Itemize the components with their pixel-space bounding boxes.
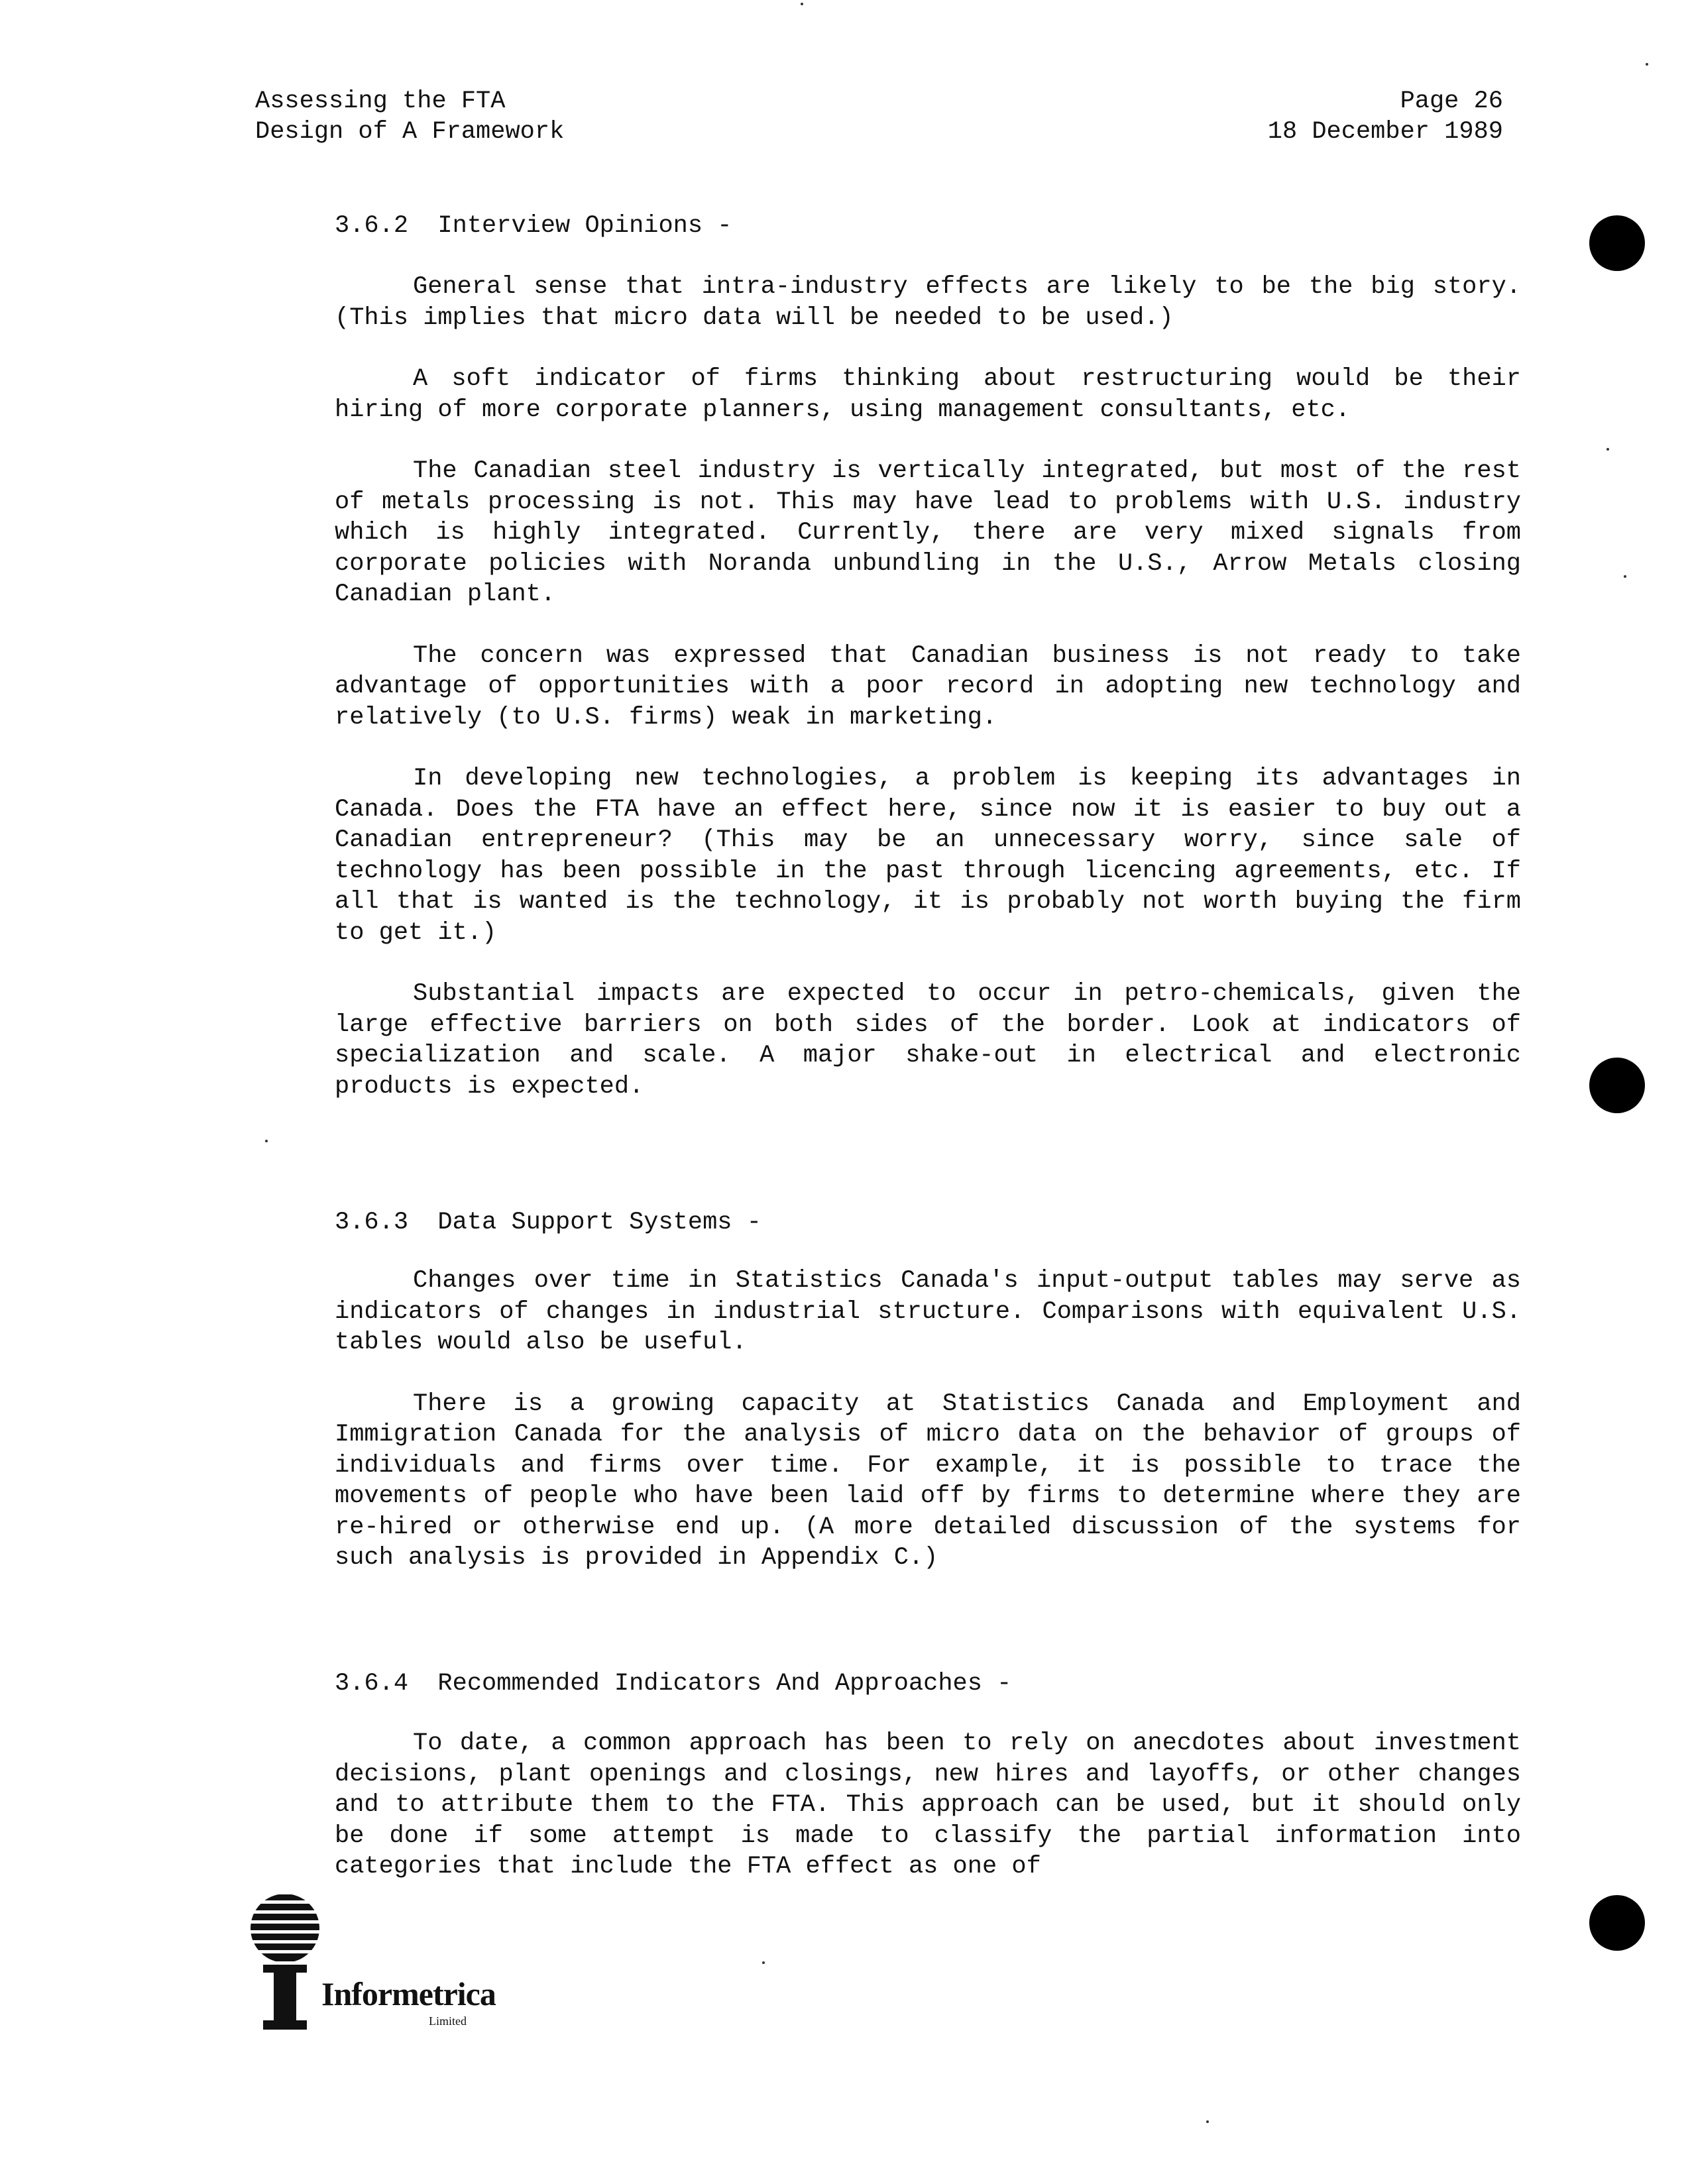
paragraph: In developing new technologies, a problem is keeping its advantages in Canada. Does the FTA have an effect here, since now it is easier to buy out a Canadian entrepreneur? (This may be an unnecessary worry, since sale of technology has been possible in the past through licencing agreements, etc. If all that is wanted is the technology, it is probably not worth buying the firm to get it.): [335, 765, 1521, 947]
scan-speck: [265, 1140, 268, 1142]
globe-pillar-logo-icon: [249, 1892, 321, 2031]
scan-speck: [762, 1961, 765, 1964]
header-title: Assessing the FTA: [255, 87, 506, 115]
informetrica-logo: [249, 1892, 527, 2031]
header-right: [1268, 86, 1503, 147]
paragraph: A soft indicator of firms thinking about restructuring would be their hiring of more corporate planners, using management consultants, etc.: [335, 365, 1521, 424]
section-heading-3-6-4: 3.6.4 Recommended Indicators And Approaches -: [335, 1670, 1012, 1698]
scan-speck: [1646, 63, 1648, 66]
scan-speck: [1206, 2120, 1209, 2123]
section-heading-3-6-2: 3.6.2 Interview Opinions -: [335, 212, 732, 240]
header-left: [255, 86, 564, 147]
logo-subtitle: Limited: [429, 2014, 467, 2028]
paragraph: General sense that intra-industry effects are likely to be the big story. (This implies that micro data will be needed to be used.): [335, 273, 1521, 332]
punch-hole-top: [1589, 215, 1645, 271]
scan-speck: [1606, 448, 1609, 451]
paragraph: There is a growing capacity at Statistics Canada and Employment and Immigration Canada for the analysis of micro data on the behavior of groups of individuals and firms over time. For example, it is possible to trace the movements of people who have been laid off by firms to determine where they are re-hired or otherwise end up. (A more detailed discussion of the systems for such analysis is provided in Appendix C.): [335, 1390, 1521, 1572]
header-subtitle: Design of A Framework: [255, 118, 565, 146]
paragraph: The concern was expressed that Canadian business is not ready to take advantage of opportunities with a poor record in adopting new technology and relatively (to U.S. firms) weak in marketing.: [335, 641, 1521, 732]
section-body-3-6-3: [335, 1266, 1521, 1574]
scan-speck: [1624, 575, 1626, 578]
section-body-3-6-2: [335, 272, 1521, 1102]
paragraph: Substantial impacts are expected to occur in petro-chemicals, given the large effective barriers on both sides of the border. Look at indicators of specialization and scale. A major shake-out in electrical and electronic products is expected.: [335, 980, 1521, 1101]
scan-speck: [801, 3, 803, 5]
header-date: 18 December 1989: [1267, 118, 1503, 146]
paragraph: The Canadian steel industry is vertically integrated, but most of the rest of metals processing is not. This may have lead to problems with U.S. industry which is highly integrated. Currently, there are very mixed signals from corporate policies with Noranda unbundling in the U.S., Arrow Metals closing Canadian plant.: [335, 457, 1521, 608]
page-number: Page 26: [1400, 87, 1503, 115]
paragraph: To date, a common approach has been to rely on anecdotes about investment decisions, plant openings and closings, new hires and layoffs, or other changes and to attribute them to the FTA. This approach can be used, but it should only be done if some attempt is made to classify the partial information into categories that include the FTA effect as one of: [335, 1729, 1521, 1881]
section-body-3-6-4: [335, 1728, 1521, 1883]
punch-hole-bottom: [1589, 1895, 1645, 1951]
paragraph: Changes over time in Statistics Canada's input-output tables may serve as indicators of changes in industrial structure. Comparisons with equivalent U.S. tables would also be useful.: [335, 1267, 1521, 1356]
punch-hole-middle: [1589, 1058, 1645, 1113]
section-heading-3-6-3: 3.6.3 Data Support Systems -: [335, 1209, 761, 1236]
logo-wordmark: Informetrica: [321, 1975, 496, 2012]
